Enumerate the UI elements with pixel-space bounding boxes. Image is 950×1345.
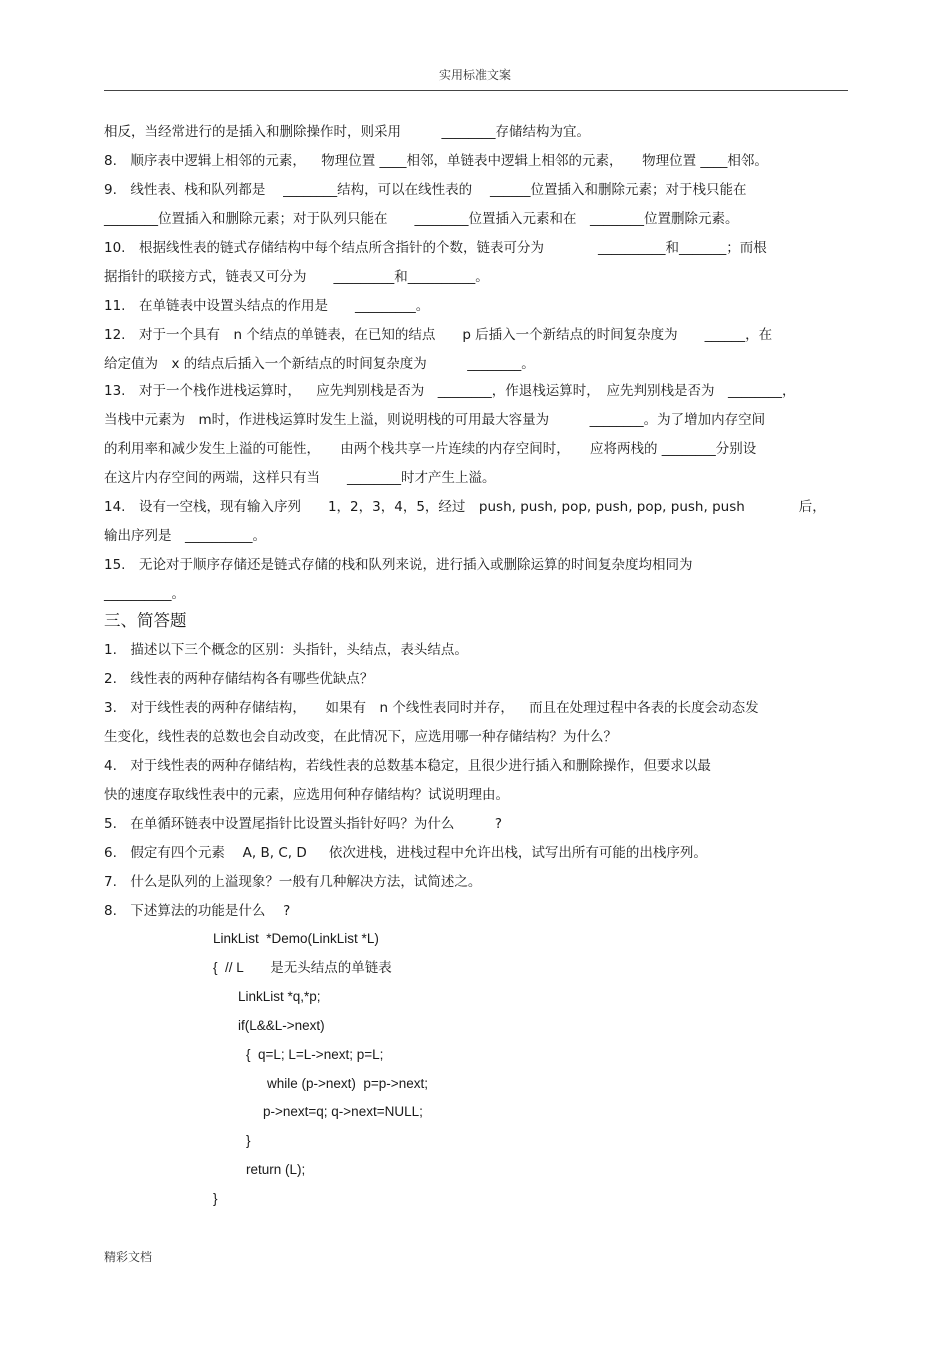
fill-line: 在这片内存空间的两端，这样只有当 ________时才产生上溢。 xyxy=(104,470,496,486)
question-line: 6. 假定有四个元素 A, B, C, D 依次进栈，进栈过程中允许出栈，试写出所有可能的出栈序列。 xyxy=(104,845,707,861)
fill-line: 14. 设有一空栈，现有输入序列 1，2，3，4，5，经过 push, push, pop, push, pop, push, push 后， xyxy=(104,499,826,515)
code-line: } xyxy=(246,1133,251,1148)
code-line: LinkList *q,*p; xyxy=(238,989,321,1004)
code-line: while (p->next) p=p->next; xyxy=(267,1076,428,1091)
fill-line: 15. 无论对于顺序存储还是链式存储的栈和队列来说，进行插入或删除运算的时间复杂度均相同为 xyxy=(104,557,693,573)
fill-line: 相反，当经常进行的是插入和删除操作时，则采用 ________存储结构为宜。 xyxy=(104,124,590,140)
fill-line: __________。 xyxy=(104,586,185,602)
question-line: 生变化，线性表的总数也会自动改变，在此情况下，应选用哪一种存储结构？为什么？ xyxy=(104,729,617,745)
code-line: LinkList *Demo(LinkList *L) xyxy=(213,931,379,946)
code-line: { q=L; L=L->next; p=L; xyxy=(246,1047,384,1062)
question-line: 5. 在单循环链表中设置尾指针比设置头指针好吗？为什么 ? xyxy=(104,816,503,832)
code-line: p->next=q; q->next=NULL; xyxy=(263,1104,423,1119)
fill-line: 13. 对于一个栈作进栈运算时， 应先判别栈是否为 ________，作退栈运算时， 应先判别栈是否为 ________， xyxy=(104,383,796,399)
section-title: 三、简答题 xyxy=(104,611,187,630)
fill-line: 输出序列是 __________。 xyxy=(104,528,266,544)
question-line: 4. 对于线性表的两种存储结构，若线性表的总数基本稳定，且很少进行插入和删除操作，但要求以最 xyxy=(104,758,711,774)
fill-line: 12. 对于一个具有 n 个结点的单链表，在已知的结点 p 后插入一个新结点的时间复杂度为 ______，在 xyxy=(104,327,773,343)
question-line: 1. 描述以下三个概念的区别：头指针，头结点，表头结点。 xyxy=(104,642,468,658)
fill-line: 当栈中元素为 m时，作进栈运算时发生上溢，则说明栈的可用最大容量为 ________。为了增加内存空间 xyxy=(104,412,766,428)
header-rule xyxy=(104,90,848,91)
question-line: 2. 线性表的两种存储结构各有哪些优缺点？ xyxy=(104,671,374,687)
page-footer: 精彩文档 xyxy=(104,1250,153,1264)
question-line: 7. 什么是队列的上溢现象？一般有几种解决方法，试简述之。 xyxy=(104,874,482,890)
fill-line: ________位置插入和删除元素；对于队列只能在 ________位置插入元素和在 ________位置删除元素。 xyxy=(104,211,739,227)
fill-line: 8. 顺序表中逻辑上相邻的元素， 物理位置 ____相邻，单链表中逻辑上相邻的元素， 物理位置 ____相邻。 xyxy=(104,153,768,169)
code-line: { // L 是无头结点的单链表 xyxy=(213,960,392,975)
fill-line: 的利用率和减少发生上溢的可能性， 由两个栈共享一片连续的内存空间时， 应将两栈的 ________分别设 xyxy=(104,441,757,457)
question-line: 快的速度存取线性表中的元素，应选用何种存储结构？试说明理由。 xyxy=(104,787,509,803)
fill-line: 9. 线性表、栈和队列都是 ________结构，可以在线性表的 ______位置插入和删除元素；对于栈只能在 xyxy=(104,182,747,198)
question-line: 3. 对于线性表的两种存储结构， 如果有 n 个线性表同时并存， 而且在处理过程中各表的长度会动态发 xyxy=(104,700,759,716)
page-header: 实用标准文案 xyxy=(438,68,511,82)
code-line: return (L); xyxy=(246,1162,306,1177)
code-line: } xyxy=(213,1191,218,1206)
fill-line: 给定值为 x 的结点后插入一个新结点的时间复杂度为 ________。 xyxy=(104,356,535,372)
fill-line: 据指针的联接方式，链表又可分为 _________和__________。 xyxy=(104,269,489,285)
question-line: 8. 下述算法的功能是什么 ? xyxy=(104,903,291,919)
fill-line: 10. 根据线性表的链式存储结构中每个结点所含指针的个数，链表可分为 __________和_______；而根 xyxy=(104,240,767,256)
code-line: if(L&&L->next) xyxy=(238,1018,325,1033)
fill-line: 11. 在单链表中设置头结点的作用是 _________。 xyxy=(104,298,430,314)
